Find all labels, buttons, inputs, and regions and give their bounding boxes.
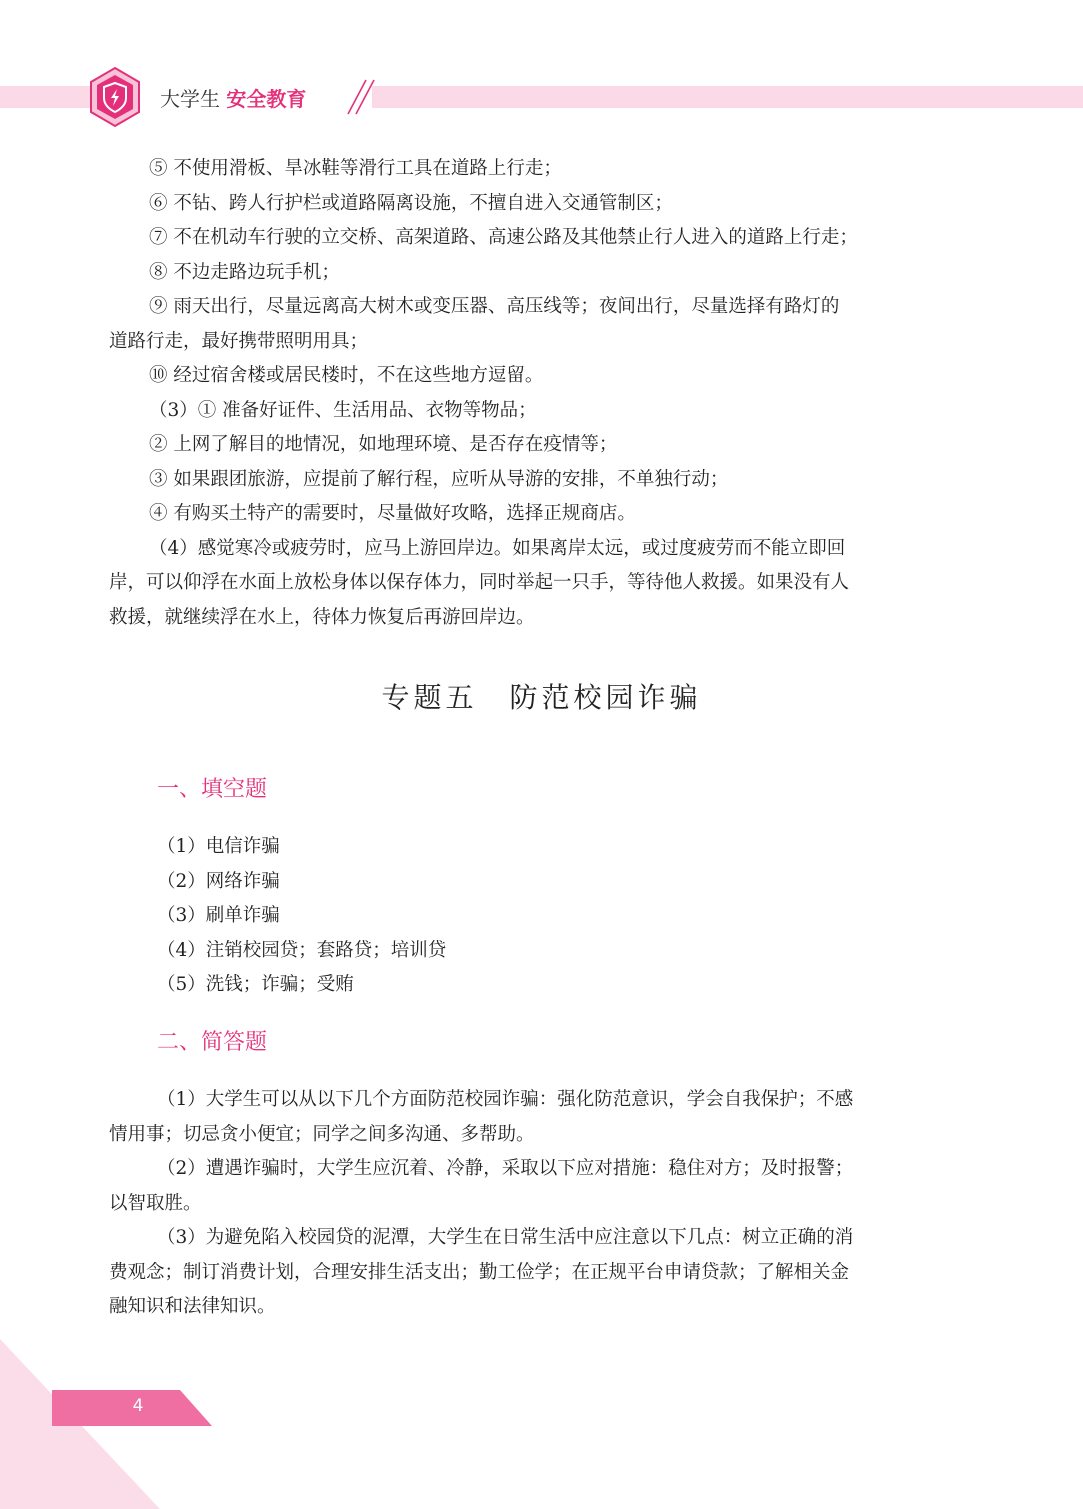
header-title-plain: 大学生 (160, 87, 220, 111)
text-line: （3）① 准备好证件、生活用品、衣物等物品； (149, 399, 537, 421)
text-line: （4）感觉寒冷或疲劳时，应马上游回岸边。如果离岸太远，或过度疲劳而不能立即回 (149, 537, 846, 559)
header-band-right (372, 86, 1083, 108)
fill-blank-heading: 一、填空题 (157, 777, 268, 802)
text-line: ⑨ 雨天出行，尽量远离高大树木或变压器、高压线等；夜间出行，尽量选择有路灯的 (149, 296, 840, 317)
header-title-accent: 安全教育 (226, 87, 307, 111)
text-line: （3）为避免陷入校园贷的泥潭，大学生在日常生活中应注意以下几点：树立正确的消 (157, 1227, 854, 1248)
text-line: ⑩ 经过宿舍楼或居民楼时，不在这些地方逗留。 (149, 365, 544, 386)
short-answer-text (109, 1083, 959, 1325)
list-item: （1）电信诈骗 (157, 836, 280, 857)
list-item: （2）网络诈骗 (157, 870, 280, 892)
text-line: ⑦ 不在机动车行驶的立交桥、高架道路、高速公路及其他禁止行人进入的道路上行走； (149, 227, 858, 248)
text-line: 费观念；制订消费计划，合理安排生活支出；勤工俭学；在正规平台申请贷款；了解相关金 (109, 1261, 850, 1283)
section-title: 专题五 防范校园诈骗 (381, 681, 702, 714)
header-title (160, 86, 306, 112)
fill-blank-list (157, 830, 446, 1003)
text-line: ② 上网了解目的地情况，如地理环境、是否存在疫情等； (149, 434, 618, 455)
list-item: （3）刷单诈骗 (157, 905, 280, 926)
short-answer-heading: 二、简答题 (157, 1030, 268, 1055)
text-line: ③ 如果跟团旅游，应提前了解行程，应听从导游的安排，不单独行动； (149, 468, 729, 490)
text-line: ⑤ 不使用滑板、旱冰鞋等滑行工具在道路上行走； (149, 158, 562, 179)
body-text-top (109, 152, 959, 635)
list-item: （4）注销校园贷；套路贷；培训贷 (157, 939, 447, 961)
page-number: 4 (132, 1396, 144, 1416)
text-line: 融知识和法律知识。 (109, 1296, 276, 1317)
text-line: ⑥ 不钻、跨人行护栏或道路隔离设施，不擅自进入交通管制区； (149, 192, 673, 214)
text-line: 救援，就继续浮在水上，待体力恢复后再游回岸边。 (109, 606, 535, 628)
text-line: 道路行走，最好携带照明用具； (109, 330, 369, 352)
text-line: 岸，可以仰浮在水面上放松身体以保存体力，同时举起一只手，等待他人救援。如果没有人 (109, 572, 850, 593)
text-line: （1）大学生可以从以下几个方面防范校园诈骗：强化防范意识，学会自我保护；不感 (157, 1089, 854, 1110)
text-line: 以智取胜。 (109, 1192, 202, 1214)
text-line: 情用事；切忌贪小便宜；同学之间多沟通、多帮助。 (109, 1123, 535, 1145)
text-line: （2）遭遇诈骗时，大学生应沉着、冷静，采取以下应对措施：稳住对方；及时报警； (157, 1158, 854, 1179)
shield-lightning-icon (88, 66, 142, 128)
text-line: ⑧ 不边走路边玩手机； (149, 261, 340, 283)
text-line: ④ 有购买土特产的需要时，尽量做好攻略，选择正规商店。 (149, 503, 636, 524)
list-item: （5）洗钱；诈骗；受贿 (157, 974, 354, 995)
double-slash-decoration (344, 78, 382, 116)
